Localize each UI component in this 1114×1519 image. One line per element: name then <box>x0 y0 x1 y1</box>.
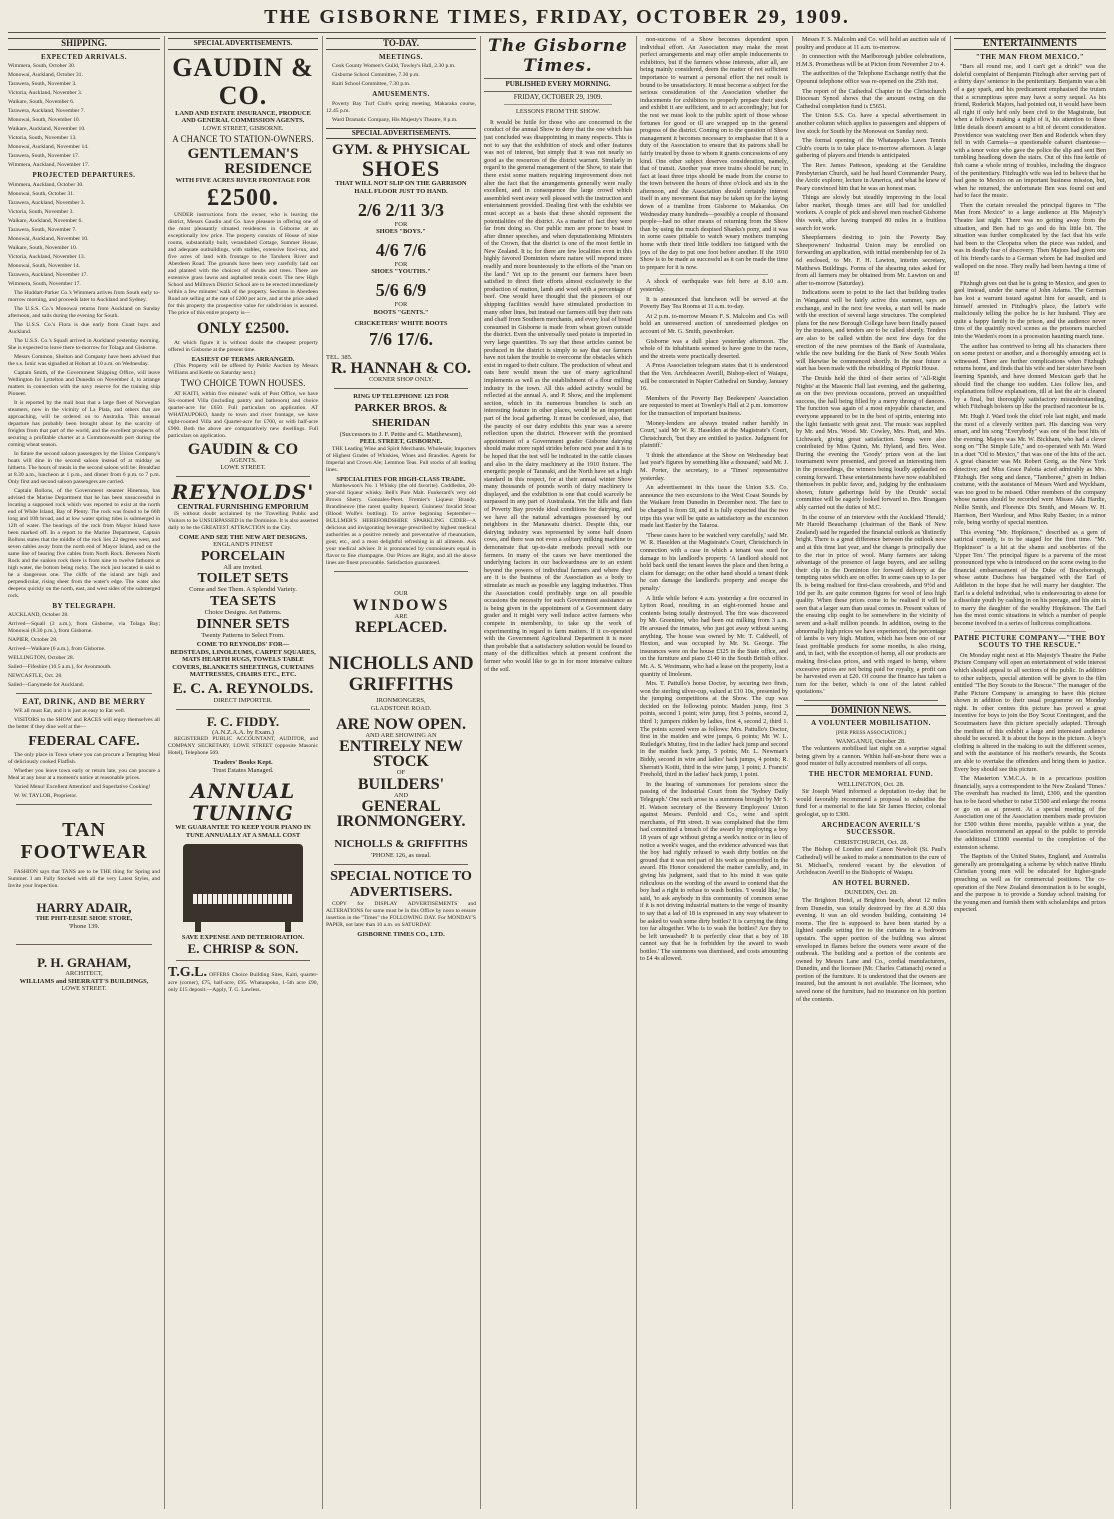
departure-item: Victoria, Auckland, November 13. <box>8 253 86 260</box>
graham-profession: ARCHITECT, <box>65 970 103 978</box>
dominion-news-heading: DOMINION NEWS. <box>796 705 946 717</box>
pathe-text <box>954 652 1106 914</box>
gaudin-agents: AGENTS. <box>229 456 257 464</box>
departure-item: Monowai, Auckland, November 10. <box>8 235 89 242</box>
divider <box>504 104 612 105</box>
dunedin-dateline: DUNEDIN, Oct. 28. <box>844 889 898 897</box>
parker-heading: PARKER BROS. & SHERIDAN <box>354 401 448 429</box>
news-paragraph: Messrs F. S. Malcolm and Co. will hold an auction sale of poultry and produce at 11 a.m. to-morrow. <box>796 36 946 51</box>
shipping-news <box>8 290 160 600</box>
column-news <box>640 36 788 1511</box>
special-ads-heading-2: SPECIAL ADVERTISEMENTS. <box>326 128 476 140</box>
town-houses-text: AT KAITI, within five minutes' walk of Post Office, we have Six-roomed Villa (including pantry and bathroom) and choice quarter-acre for £650. Full particulars on application. AT WHATAUPOKO, handy to town and river frontage, we have eight-roomed Villa and Quarter-acre for £700, or with half-acre £900. Both the above are comparatively new dwellings. Full particulars on application. <box>168 390 318 439</box>
telegraph-item: AUCKLAND, October 28. <box>8 612 69 619</box>
fiddy-credentials: (A.N.Z.A.A. by Exam.) <box>212 728 274 736</box>
shoes-heading: SHOES <box>361 156 441 182</box>
shipping-paragraph: In future the second saloon passengers by the Union Company's boats will dine in the second saloon instead of at midday as hitherto. The hours of meals in the second saloon will be: Breakfast at 8.30 a.m., luncheon at 1 p.m., and dinner from 6 p.m. to 7 p.m. Only first and second saloon passengers are carried. <box>8 450 160 485</box>
review-paragraph: Mr. Hugh J. Ward took the chief role last night, and made the most of a cleverly written part. His dancing was very smart, and his song "Everybody" was one of the best hits of the evening. Majors was Mr. W. Bickham, who had a clever song on "The Simple Life," and co-operated with Mr. Ward in a duet "Oil to Mexico," that was one of the hits of the act. A great character was Mr. Robert Greig, as the New York detective; and Miss Grace Palotta acted admirably as Mrs. Fitzhugh. Her song and dance, "Tamboree," given in Indian costume, with the assistance of Messrs Ward and Wyckham, was too good to be missed. Other members of the company whose names should be recorded were Misses Ada Hardie, Nellie Smith, and Florence Dix Smith, and Messrs W. H. Harrison, Bert Wardour, and Miss Ruby Baxter, in a minor role, being worthy of special mention. <box>954 412 1106 527</box>
review-paragraph: This evening "Mr. Hopkinson," described as a gem of satirical comedy, is to be staged for the first time. "Mr. Hopkinson" is a hit at the shams and snobberies of the 'Upper Ten.' The principal figure is a parvenu of the most pronounced type who is introduced on the scene owing to the financial embarrassment of the Duke of Braceborough, whose astute Duchess has bargained with the Earl of Addleton in the hope that he will marry her daughter. The Earl is a doleful individual, who is endeavouring to atone for a dissolute youth by cashing in on his peerage, and his aim is to marry the daughter of the wealthy Hopkinson. The Earl has the most comic situations in which a number of people become involved in a series of ludicrous complications. <box>954 528 1106 627</box>
divider <box>334 571 468 572</box>
earthquake-note: A shock of earthquake was felt here at 8.10 a.m. yesterday. <box>640 278 788 293</box>
news-paragraph: The Rev. James Patteson, speaking at the Geraldine Presbyterian Church, said he had heard Commander Peary, the Arctic explorer, lecture in America, and what he knew of Peary convinced him that he was an honest man. <box>796 161 946 192</box>
arrival-item: Tarawera, Auckland, November 7. <box>8 108 85 115</box>
and-text: AND <box>393 791 409 799</box>
direct-importer: DIRECT IMPORTER. <box>213 697 273 705</box>
departure-item: Tarawera, Auckland, November 17. <box>8 271 88 278</box>
gaudin-services: LAND AND ESTATE INSURANCE, PRODUCE AND GENERAL COMMISSION AGENTS. <box>175 109 311 125</box>
editorial-heading: LESSONS FROM THE SHOW. <box>515 108 601 116</box>
tea-sets-note: Choice Designs. Art Patterns. <box>204 608 282 616</box>
parker-address: PEEL STREET, GISBORNE. <box>359 438 443 446</box>
divider <box>660 274 768 275</box>
shipping-paragraph: Captain Bollons, of the Government steamer Hinemoa, has advised the Marine Department that he has been unsuccessful in locating a supposed rock which was reported to exist at the north end of White Island, Bay of Plenty. The rock was found to be 66ft long and 10ft broad, and at low water spring tides is submerged in 12ft of water. The bearings of the rock from Mayor Island have been marked off. In a report to the Marine Department, Captain Bollons states that the middle of the rock lies 22 degrees west, and seven cables away from the north end of Mayor Island, and on the same line of bearing five cables from North Rock. Between North Rock and the sunken rock there is from nine to twelve fathoms at high water, the bottom being rocky. The rock just located is said to be a dangerous one. The cliffs of the island are high and perpendicular, rising sheer from the water's edge. The water also deepens quickly on the north, east, and west sides of the submerged rock. <box>8 487 160 599</box>
departure-item: Monowai, South, November 14. <box>8 262 81 269</box>
of-text: OF <box>396 769 406 777</box>
column-rule <box>322 36 323 1509</box>
news-paragraph: Gisborne was a dull place yesterday afternoon. The whole of its inhabitants seemed to have gone to the races, and the streets were practically deserted. <box>640 337 788 360</box>
gaudin-street: LOWE STREET. <box>220 464 266 472</box>
news-paragraph: A Press Association telegram states that it is understood that the Ven. Archdeacon Averill, Bishop-elect of Waiapu, will be consecrated in Napier Cathedral on Sunday, January 16. <box>640 362 788 393</box>
departure-item: Monowai, South, October 31. <box>8 190 75 197</box>
pathe-heading: PATHE PICTURE COMPANY—"THE BOY SCOUTS TO THE RESCUE." <box>954 633 1106 650</box>
residence-heading: RESIDENCE <box>224 160 312 177</box>
divider <box>804 700 938 701</box>
shipping-paragraph: It is reported by the mail boat that a large fleet of Norwegian steamers, now in the vicinity of La Plata, and others that are approaching, will be ordered on to Australia. This unusual departure has probably been brought about by the scarcity of freights from that part of the world, and the excellent prospects of securing a profitable charter at a Commonwealth port during the coming wheat season. <box>8 399 160 448</box>
traders-books: Traders' Books Kept. <box>213 759 273 767</box>
divider <box>16 944 152 945</box>
arrival-item: Tarawera, South, November 17. <box>8 153 80 160</box>
cafe-ad-details <box>8 752 160 800</box>
column-special-ads <box>168 36 318 1511</box>
divider <box>176 709 310 710</box>
shipping-heading: SHIPPING. <box>8 38 160 50</box>
news-paragraph: The authorities of the Telephone Exchange notify that the Opounui telephone office was re-opened on the 25th inst. <box>796 70 946 85</box>
shoe-store-name: THE PHIT-EESIE SHOE STORE, <box>35 914 133 922</box>
only-price: ONLY £2500. <box>196 319 290 337</box>
tan-heading: TAN <box>62 818 106 841</box>
tea-sets-heading: TEA SETS <box>210 593 276 609</box>
news-paragraph: 'These cases have to be watched very carefully,' said Mr. W. R. Haselden at the Magistrate's Court, Christchurch in connection with a case in which a tenant was sued for damage to his landlord's property. 'A landlord should not hold back until the tenant leaves the place and then bring a claim for damage; on the other hand should a tenant think he can damage the landlord's property and escape the penalty.' <box>640 531 788 592</box>
entirely-new: ENTIRELY NEW <box>339 738 463 756</box>
for-label: FOR <box>394 300 408 308</box>
residence-description: UNDER instructions from the owner, who is leaving the district, Messrs Gaudin and Co. have pleasure in offering one of the most pleasantly situated residences in Gisborne at an exceptionally low price. The property consists of House of nine rooms, substantially built, verandahed Cottage, Summer House, and adequate outbuildings, with stables, extensive fowl-run, and five acres of land with frontage to the Taruheru River and Aberdeen Road. The grounds have been very carefully laid out and planted with the choicest of shrubs and trees. There are extensive grass lawns and asphalted tennis court. The new High School and Milltown District School are to be erected immediately within a few minutes' walk of the property. Sections in Aberdeen Road are selling at the rate of £200 per acre, and at the price asked for this property the prospective value for subdivision is assured. The price of this entire property is— <box>168 211 318 316</box>
arrival-item: Victoria, South, November 13. <box>8 135 77 142</box>
showing-text: AND ARE SHOWING AN <box>365 731 437 739</box>
column-local-news <box>796 36 946 1511</box>
divider <box>484 91 632 92</box>
editorial-text <box>484 119 632 673</box>
nicholls-heading: NICHOLLS AND GRIFFITHS <box>328 653 474 696</box>
news-paragraph: The report of the Cathedral Chapter in the Christchurch Diocesan Synod shows that the amount owing on the Cathedral completion fund is £5651. <box>796 87 946 110</box>
volunteer-text: The volunteers mobilised last night on a surprise signal being given by a cannon. Within half-an-hour there was a good muster of fully accoutred members of all corps. <box>796 745 946 768</box>
emporium-heading: CENTRAL FURNISHING EMPORIUM <box>177 501 309 511</box>
news-paragraph: An advertisement in this issue the Union S.S. Co. announce the two excursions to the West Coast Sounds by the Waikare from Dunedin in December next. The fare to be charged is from £8, and it is fully expected that the two trips this year will be quite as satisfactory as the excursion made last Easter by the Taiaroa. <box>640 484 788 530</box>
masthead-title: THE GISBORNE TIMES, FRIDAY, OCTOBER 29, 1909. <box>264 5 850 28</box>
divider <box>974 631 1086 632</box>
arrival-item: Wimmera, Auckland, November 17. <box>8 162 90 169</box>
news-paragraph: 'Money-lenders are always treated rather harshly in Court,' said Mr W. R. Haselden at the Magistrate's Court, Christchurch, 'but they are entitled to justice. Judgment for plaintiff.' <box>640 419 788 450</box>
news-paragraph: Sheepfarmers desiring to join the Poverty Bay Sheepowners' Industrial Union may be enrolled on forwarding an application, with initial membership fee of 2s 6d enclosed, to Mr. F. H. Lawton, interim secretary, Matthews Buildings. Forms of the shearing rates asked for from all farmers may be obtained from Mr. Lawton on and after to-morrow (Saturday). <box>796 234 946 287</box>
local-paragraphs <box>796 36 946 696</box>
gaudin-heading: GAUDIN & CO. <box>172 52 314 110</box>
review-paragraph: Then the curtain revealed the principal figures in "The Man from Mexico" to a large audience at His Majesty's Theatre last night. There was no getting away from the situation, and Ben had to go and do his little bit. The situation was further complicated by the fact that his wife had been to the Cleopatra when the piece was raided, and was in deadly fear of discovery. Then Majors had given one of his friend's cards to a German whom he had insulted and walloped on the nose. They really had been having a time of it! <box>954 201 1106 278</box>
gaudin-footer: GAUDIN & CO <box>187 440 299 458</box>
meeting-item: Cook County Women's Guild, Towley's Hall, 2.30 p.m. <box>332 63 456 70</box>
stock-text: STOCK <box>373 753 429 771</box>
ironmongery-text: IRONMONGERY. <box>336 813 466 831</box>
nicholls-phone: 'PHONE 126, as usual. <box>371 852 431 860</box>
divider <box>16 804 152 805</box>
meetings-list <box>326 63 476 88</box>
tuning-heading: TUNING <box>192 801 294 826</box>
departure-item: Victoria, South, November 3. <box>8 208 74 215</box>
cafe-paragraph: VISITORS to the SHOW and RACES will enjoy themselves all the better if they dine well at the— <box>8 716 160 730</box>
entertainments-heading: ENTERTAINMENTS <box>954 38 1106 50</box>
fiddy-text: REGISTERED PUBLIC ACCOUNTANT, AUDITOR, and COMPANY SECRETARY, LOWE STREET (opposite Masonic Hotel), Telephone 569. <box>168 736 318 757</box>
graham-street: LOWE STREET. <box>61 985 107 993</box>
reynolds-heading: REYNOLDS' <box>171 479 315 504</box>
builders-text: BUILDERS' <box>357 775 445 793</box>
tgl-text: OFFERS Choice Building Sites, Kaiti, quarter-acre (corner), £75, half-acre, £95. Whataupoko, 1-5th acre £90, only £15 deposit.—Apply, T. G. Lawless. <box>168 972 318 994</box>
price-youths: 4/6 7/6 <box>375 239 427 260</box>
cafe-paragraph: WE all must Eat, and it is just as easy to Eat well. <box>14 707 126 714</box>
art-designs-heading: COME AND SEE THE NEW ART DESIGNS. <box>178 533 308 541</box>
meetings-heading: MEETINGS. <box>379 52 423 61</box>
departure-item: Waikare, South, November 10. <box>8 244 78 251</box>
telegraph-heading: BY TELEGRAPH. <box>52 601 116 610</box>
news-paragraph: Mrs. T. Pattullo's horse Doctor, by securing two firsts, won the sterling silver-cup, valued at £10 10s, presented by the jumping competitions at the Show. The cup was decided on the following points: Maiden jump, first 3 points, second 1 point; wire jump, first 3 points, second 2, third 1; jumpers ridden by ladies, first 4, second 2, third 1. The points scored were as follows: Mrs. Pattullo's Doctor, first in the maiden and wire jumps, 6 points; Mr. W. L. Rutledge's Mutiny, first in the ladies' hack jump and second in the maiden hack jump, 5 points; Mr. L. Newman's Biddy, second in wire and ladies' hack jumps, 4 points; R. Sherratt's Kotiti, third in the wire jump, 1 point; J. Francis' Freehold, third in the ladies' hack jump, 1 point. <box>640 680 788 779</box>
divider <box>334 864 468 865</box>
specialities-heading: SPECIALITIES FOR HIGH-CLASS TRADE. <box>336 475 466 483</box>
divider <box>334 388 468 389</box>
auction-note: (This Property will be offered by Public Auction by Messrs Williams and Kettle on Saturday next.) <box>168 363 318 377</box>
news-paragraph: In connection with the Marlborough jubilee celebrations, H.M.S. Prometheus will be at Picton from November 2 to 4. <box>796 53 946 68</box>
arrival-item: Tarawera, South, November 3. <box>8 81 77 88</box>
news-paragraph: Things are slowly but steadily improving in the local labor market, though times are still bad for unskilled workers. A couple of pick and shovel men reached Gisborne this week, after having tramped 80 miles in a fruitless search for work. <box>796 194 946 232</box>
amusements-list <box>326 101 476 124</box>
residence-price: £2500. <box>207 184 279 211</box>
column-rule <box>480 36 481 1509</box>
toilet-sets-heading: TOILET SETS <box>197 571 289 587</box>
save-expense: SAVE EXPENSE AND DETERIORATION. <box>181 933 305 941</box>
arrival-item: Monowai, Auckland, October 31. <box>8 72 83 79</box>
terms-heading: EASIEST OF TERMS ARRANGED. <box>191 355 295 363</box>
chrisp-name: E. CHRISP & SON. <box>187 941 299 957</box>
local-news <box>640 296 788 963</box>
price-boys: 2/6 2/11 3/3 <box>357 199 444 220</box>
hotel-heading: AN HOTEL BURNED. <box>832 878 910 887</box>
column-rule <box>636 36 637 1509</box>
shipping-paragraph: The U.S.S. Co.'s Squall arrived in Auckland yesterday morning. She is expected to leave there to-morrow for Tolaga and Gisborne. <box>8 337 160 351</box>
tuning-text: WE GUARANTEE TO KEEP YOUR PIANO IN TUNE ANNUALLY AT A SMALL COST <box>175 824 311 840</box>
man-from-mexico-heading: "THE MAN FROM MEXICO." <box>975 52 1085 61</box>
column-entertainments <box>954 36 1106 1511</box>
telegraph-item: Arrived—Squall (3 a.m.), from Gisborne, via Tolaga Bay; Monowai (8.30 p.m.), from Gisborne. <box>8 621 160 635</box>
masthead-rule <box>8 32 1106 33</box>
divider <box>16 693 152 694</box>
windows-text: WINDOWS <box>352 596 450 614</box>
nicholls-footer: NICHOLLS & GRIFFITHS <box>334 838 468 851</box>
hannah-telephone: TEL. 385. <box>326 353 353 361</box>
parker-text: THE Leading Wine and Spirit Merchants. Wholesale; Importers of Highest Grades of Whiskies, Wines and Brandies. Agents for Imperial and Crown Ale; Lemmon Teas. Full stocks of all leading lines. <box>326 445 476 473</box>
porcelain-heading: PORCELAIN <box>200 548 285 564</box>
review-paragraph: Fitzhugh gives out that he is going to Mexico, and goes to gaol instead, under the name of John Adams. The German has lost a warrant issued against him for assault, and is himself arrested in Fitzhugh's place, the latter's wife maliciously telling the police he is her husband. They are quite a happy family in the prison, and the audience never tires of the quaintly novel scenes as the prisoners marched into the Warden's room in a procession haunting march tune. <box>954 279 1106 340</box>
reynolds-text: IS without doubt acclaimed by the Travelling Public and Visitors to be UNSURPASSED in the Dominion. It is also asserted daily to be the GREATEST ATTRACTION in the City. <box>168 510 318 531</box>
piano-illustration <box>183 844 303 922</box>
averill-text: The Bishop of London and Canon Newbolt (St. Paul's Cathedral) will be asked to make a nomination to the cure of St. Michael's, rendered vacant by the elevation of Archdeacon Averill to the Bishopric of Waiapu. <box>796 846 946 877</box>
gisborne-times-co: GISBORNE TIMES CO., LTD. <box>357 931 445 939</box>
shipping-paragraph: The U.S.S. Co.'s Monowai returns from Auckland on Sunday afternoon, and sails during the evening for South. <box>8 305 160 319</box>
gym-heading: GYM. & PHYSICAL <box>332 142 470 159</box>
gym-text: THAT WILL NOT SLIP ON THE GARRISON HALL FLOOR JUST TO HAND. <box>335 180 467 195</box>
wellington-dateline: WELLINGTON, Oct. 28. <box>837 780 905 788</box>
dinner-sets-note: Twenty Patterns to Select From. <box>201 631 285 639</box>
hector-heading: THE HECTOR MEMORIAL FUND. <box>808 770 934 779</box>
news-paragraph: The formal opening of the Whataupoko Lawn Tennis Club's courts is to take place to-morrow afternoon. A large gathering of players and friends is anticipated. <box>796 137 946 160</box>
price-gents: 5/6 6/9 <box>375 279 427 300</box>
hannah-name: R. HANNAH & CO. <box>331 360 471 378</box>
departure-item: Wimmera, South, November 17. <box>8 280 81 287</box>
today-heading: TO-DAY. <box>326 38 476 50</box>
graham-name: P. H. GRAHAM, <box>37 955 131 971</box>
averill-heading: ARCHDEACON AVERILL'S SUCCESSOR. <box>821 820 921 837</box>
telegraph-list <box>8 612 160 689</box>
editorial-paragraph: non-success of a Show becomes dependent upon individual effort. An Association may make the most perfect arrangements and may offer ample inducements to exhibitors, but if the farmers whose interests, after all, are being mainly considered, deem the matter of not sufficient importance to warrant a personal effort the net result is bound to be unsatisfactory. It must become a subject for the serious consideration of the Association whether the inducements for exhibitors to properly prepare their stock and exhibit it are sufficient, and to act accordingly; but for the rest we must look to the public spirit of those whose fortunes for good or ill are wrapped up in the general progress of the district. Coming on to the question of Show management it becomes necessary to emphasise that it is a duty of the Association to ensure that its patrons shall be fairly treated by those to whom it grants concessions of any kind. One other subject deserves consideration, namely, that of transit. Another year more trains should be run; in fact at least three trips should be made from the course to the town between the hours of three o'clock and six in the afternoon, and the Association should certainly interest itself in any movement that may be taken up for the laying down of a tramline from Gisborne to Makaraka. On Wednesday many hundreds—possibly a couple of thousand people—had no other means of returning from the Show than by using the much despised Shanks's pony, and it was in some cases pitiable to watch weary mothers tramping home with their tired little toddlers too fatigued with the joys of the day to put one foot before another. If the 1910 Show is to be made as successful as it can be made the time to prepare for it is now. <box>640 36 788 271</box>
column-today <box>326 36 476 1511</box>
general-text: GENERAL <box>361 798 441 816</box>
price-note: At which figure it is without doubt the cheapest property offered in Gisborne at the present time. <box>168 339 318 353</box>
divider <box>176 960 310 961</box>
come-to-reynolds: COME TO REYNOLDS' FOR— <box>196 641 290 649</box>
amusement-item: Ward Dramatic Company, His Majesty's Theatre, 8 p.m. <box>332 116 458 123</box>
news-paragraph: Members of the Poverty Bay Beekeepers' Association are requested to meet at Townley's Hall at 2 p.m. tomorrow for the transaction of important business. <box>640 394 788 417</box>
footwear-heading: FOOTWEAR <box>20 840 148 863</box>
cricketers-label: CRICKETERS' WHITE BOOTS <box>354 320 448 328</box>
telegraph-item: NAPIER, October 28. <box>8 637 58 644</box>
editorial-paragraph: It would be futile for those who are concerned in the conduct of the annual Show to deny that the one which has just concluded was disappointing in many respects. This is not to say that the exhibition of stock and other features was not of interest, but simply that it was not nearly so good as the resources of the district warrant. Similarly in regard to the general management of the Show, to state that there exist some matters requiring improvement does not alter the fact that the arrangements generally were really excellent, and in consequence the large crowd which assembled went away well pleased with the instruction and entertainment provided. Dealing first with the exhibits we must accept as a basis that these should represent the potentialities of the district. As a matter of fact they were far from doing so. Our public men are prone to boast in after dinner speeches, and when deputationising Ministers of the Crown, that the district is one of the most fertile in New Zealand. It is; for there are few localities even in this highly favored Dominion where nature will respond more readily and more bounteously to the efforts of the "man on the land." Yet up to the present our farmers have been satisfied to direct their efforts almost exclusively to the production of mutton, lamb and wool with a percentage of beef. One would have thought that the pioneers of our shipping facilities would have stimulated production in many other lines, but instead our farmers still buy their oats and chaff from Southern merchants, and every loaf of bread consumed in Gisborne is made from wheat grown outside the district. Even the universally used potato is imported in very large quantities. To say that these articles cannot be produced in the district is simply to say that our farmers have not taken the trouble to overcome the obstacles which exist in regard to their culture. The production of wheat and oats here would mean the use of many agricultural implements as well as the establishment of a flour milling industry in the town. All this added activity would be reflected at the annual A. and P. Show, and the implement section, which in its numerous branches is such an interesting feature in other places, would be an important part of the local gathering. It must be confessed, also, that the paucity of our dairy exhibits this year was a severe reflection upon the district. However with the promised appointment of a Government grader Gisborne dairying should make more rapid strides before next year and it is to be hoped that the test will be indicated in the cattle classes and also in the dairy machinery at the 1910 fixture. The energetic people of Taranaki, and the North have set a high standard in this respect, for at their annual winter Show many thousands of pounds worth of dairy machinery is displayed, and the exhibition is one that could scarcely be surpassed in any part of Australasia. Yet the hills and flats of Poverty Bay provide ideal conditions for dairying, and we have all the natural advantages possessed by our neighbors in the Manawatu district. Despite this, our dairying industry was represented by some half dozen cows, and there was not even a solitary milking machine to demonstrate that up-to-date methods prevail with our farmers. In many of the cases we have mentioned the underlying factors in our backwardness are to an extent beyond the powers of individual farmers and where they are it is the business of the Association as a body to stimulate as much as possible any lagging industries. Thus the Association could profitably urge on all possible occasions the necessity for such Government assistance as is being given in the appointment of a Government dairy grader and it might very well induce active farmers who compete in membership, to take up the work of experimenting in regard to farm matters. If it co-operated with the Government Agricultural Department it is more than probable that a satisfactory solution would be found to many of the difficulties which at present confront the farmer who would like to go in for more intensive culture of the soil. <box>484 118 632 673</box>
news-paragraph: 'I think the attendance at the Show on Wednesday beat last year's figures by something like a thousand,' said Mr. J. M. Porter, the secretary, to a 'Times' representative yesterday. <box>640 451 788 482</box>
cafe-heading: EAT, DRINK, AND BE MERRY <box>22 697 146 707</box>
news-paragraph: It is announced that luncheon will be served at the Poverty Bay Tea Rooms at 11 a.m. to-day. <box>640 295 788 311</box>
column-rule <box>792 36 793 1509</box>
tan-ad-text: FASHION says that TANS are to be THE thing for Spring and Summer. I am Fully Stocked with all the very Latest Styles, and Invite your Inspection. <box>8 868 160 889</box>
telegraph-item: WELLINGTON, October 28. <box>8 655 75 662</box>
column-rule <box>950 36 951 1509</box>
frontage-text: WITH FIVE ACRES RIVER FRONTAGE FOR <box>175 176 311 184</box>
youths-label: SHOES "YOUTHS." <box>371 268 431 276</box>
departure-item: Tarawera, South, November 7. <box>8 226 77 233</box>
for-label: FOR <box>394 260 408 268</box>
ironmongers: IRONMONGERS, <box>376 697 426 705</box>
editorial-continued <box>640 36 788 271</box>
cafe-paragraph: Varied Menu! Excellent Attention! and Superlative Cooking! <box>14 783 151 790</box>
review-paragraph: "Bars all round me, and I can't get a drink!" was the doleful complaint of Benjamin Fitzhugh after serving part of a thirty days' sentence in the penitentiary. Benjamin was a bit of a gay spark, and his predicament emphasised the truism that a scrumptious spree may have a sorry sequel. As his friend, Roderick Majors, had pointed out, it would have been all right if only he'd only been civil to the Magistrate, but when a fellow's making a night of it, his attention to these little details doesn't amount to a bit of decent consideration. Providence was watching over Ben and Roderick when they fell in with Carmela—a questionable cabaret chanteuse—with a tenor voice who gave the police the slip and sent Ben tumbling headlong down the stairs. Out of this fine kettle of fish came a whole string of troubles, including the disgrace of the penitentiary. Fitzhugh's wife was led to believe that he had gone to Mexico on an important business mission, but, when he returned, the unfortunate Ben was found out and had to face the music. <box>954 63 1106 200</box>
masthead <box>0 4 1114 30</box>
hotel-text: The Brighton Hotel, at Brighton beach, about 12 miles from Dunedin, was totally destroyed by fire at 8.30 this evening. It was an old wooden building, containing 14 rooms. The fire is supposed to have been started by a lighted candle setting fire to the curtains in a bedroom upstairs. The upper portion of the building was almost enveloped in flames before the owners were aware of the outbreak. The building and a portion of the contents are owned by Messrs Lane and Co., cordial manufacturers, Dunedin, and the licensee (Mr. Charles Cattanach) owned a portion of the furniture. It is understood that the owners are insured, but the amount is not available. The licensee, who saved none of the furniture, had no insurance on his portion of the contents. <box>796 896 946 1003</box>
review-paragraph: The author has contrived to bring all his characters there on some pretext or another, and a thoroughly amusing act is witnessed. There are further complications when Fitzhugh returns home, and finds that his wife and her sister have been learning Spanish, and have donned Mexican garb that he should find the change too sudden. Lies follow lies, and explanations follow explanations, till at last the air is cleared by a final, but thoroughly satisfactory misunderstanding, which Fitzhugh bolsters up like the practised raconteur he is. <box>954 342 1106 411</box>
telegraph-item: Sailed—Fifeshire (10.5 a.m.), for Avonmouth. <box>8 664 112 671</box>
news-paragraph: The Union S.S. Co. have a special advertisement in another column which applies to passengers and shippers of live stock for South by the Monowai on Sunday next. <box>796 112 946 135</box>
pathe-paragraph: On Monday night next at His Majesty's Theatre the Pathe Picture Company will open an entertainment of wide interest which should appeal to all sections of the public. In addition to other subjects, special attention will be given to the film entitled "The Boy Scouts to the Rescue." The manager of the Pathe Picture Company is arranging to have this picture shown in addition to their usual programme on Monday night. In other centres this picture has proved a great incentive for boys to join the Boy Scout Contingent, and the Scoutmasters have this picture specially adapted. Through the medium of this exhibit a large and interested audience should be secured. It is about the boys in the picture. A boy's clothing is altered in the making to suit the different scenes, and with the assistance of his mother's rewards, the Scouts are able to overtake the offenders and bring them to justice. Every boy should see this picture. <box>954 651 1106 773</box>
column-rule <box>164 36 165 1509</box>
news-paragraph: A little while before 4 a.m. yesterday a fire occurred in Lytton Road, resulting in an eight-roomed house and contents being totally destroyed. The fire was discovered by Mr. Greentree, who had been out milking from 3 a.m. He aroused the inmates, who just got away without saving anything. The house was owned by Mr. T. Caldwell, of Hexton, and was occupied by Mr. St. George. The insurances were on the house £325 in the State office, and on the furniture and piano £140 in the South British office. Mr. A. S. Westmann, who had a lease on the property, lost a quantity of linoleum. <box>640 594 788 678</box>
cafe-paragraph: Whether you leave town early or return late, you can procure a Meal at any hour at a moment's notice at reasonable prices. <box>8 767 160 781</box>
special-notice-heading: SPECIAL NOTICE TO ADVERTISERS. <box>330 869 472 901</box>
arrival-item: Waikare, South, November 6. <box>8 99 75 106</box>
dinner-sets-heading: DINNER SETS <box>196 616 290 632</box>
furnishing-list: BEDSTEADS, LINOLEUMS, CARPET SQUARES, MATS HEARTH RUGS, TOWELS TABLE COVERS, BLANKETS SHEETINGS, CURTAINS MATTRESSES, CHAIRS ETC., ETC. <box>170 648 316 679</box>
eca-reynolds: E. C. A. REYNOLDS. <box>172 681 314 698</box>
arrival-item: Monowai, South, November 10. <box>8 117 81 124</box>
pathe-paragraph: The Masterton Y.M.C.A. is in a precarious position financially, says a correspondent to the New Zealand 'Times.' The overdraft has reached its limit, £300, and the question has to be faced whether to raise £1500 and enlarge the rooms or go on as at present. At a special meeting of the Association one of the Association members made provision for £500 within three months, payable within a year, the Association recommend an appeal to the public to provide the additional £1000 essential to the completion of the extension scheme. <box>954 775 1106 851</box>
cafe-name: FEDERAL CAFE. <box>28 733 140 749</box>
arrival-item: Wimmera, South, October 30. <box>8 63 76 70</box>
news-paragraph: The Druids held the third of their series of 'All-Right Nights' at the Masonic Hall last evening, and the gathering, as on the two previous occasions, proved an unqualified success, the hall being filled by a merry throng of dancers. The function was again of a most enjoyable character, and everyone appeared to be in the best of spirits, entering into the light fantastic with great zest. The music was supplied by Mr. and Mrs. Wood. Mr. Cowley, Mrs. Pratt, and Mrs. Lichtwark, giving great satisfaction. Songs were also contributed by Miss Quinn, Mr. Hyland, and Bro. West. During the evening the 'Goody' prizes won at the last tournament were presented, and proved an interesting item in the proceedings, the winners being loudly applauded on coming forward. These entertainments have now established themselves in public favor, and, judging by the enthusiasm shown, future gatherings held by the Druids' social committee will be eagerly looked forward to. Bro. Brangam ably carried out the duties of M.C. <box>796 374 946 512</box>
toilet-sets-note: Come and See Them. A Splendid Variety. <box>189 586 297 594</box>
news-paragraph: At 2 p.m. to-morrow Messrs F. S. Malcolm and Co. will hold an unreserved auction of unredeemed pledges on account of Mr. G. Smith, pawnbroker. <box>640 312 788 335</box>
departure-item: Wimmera, Auckland, October 30. <box>8 181 84 188</box>
replaced-text: REPLACED. <box>354 619 447 637</box>
parker-successors: (Successors to J. F. Pettie and G. Matthewson), <box>339 430 463 438</box>
gladstone-road: GLADSTONE ROAD. <box>370 705 432 713</box>
column-editorial <box>484 36 632 1511</box>
divider <box>484 78 632 79</box>
boys-label: SHOES "BOYS." <box>376 228 426 236</box>
ring-up-text: RING UP TELEPHONE 123 FOR <box>353 392 449 400</box>
are-now-open: ARE NOW OPEN. <box>336 715 466 733</box>
editorial-date: FRIDAY, OCTOBER 29, 1909. <box>513 92 603 101</box>
cafe-paragraph: W. W. TAYLOR, Proprietor. <box>14 792 78 799</box>
special-notice-text: COPY for DISPLAY ADVERTISEMENTS and ALTERATIONS for same must be in this Office by noon to ensure insertion in the "Times" the FOLLOWING DAY. For MONDAY'S PAPER, not later than 10 a.m. on SATURDAY. <box>326 901 476 929</box>
specialities-text: Matthewson's No. 1 Whisky (the old favorite). Coddledon, 20-year-old liqueur whisky. Bell's Pure Malt. Funkerard's very old Brown Sherry. Gonzales-Peret. Fremier's Liqueur Brandy. Brandineuve (the rarest quality liqueur). Guinness' Invalid Stout (Blood Wolfe's bottling). To arrive beginning September—BULLMER'S HEREFORDSHIRE SPARKLING CIDER—A delicious and invigorating beverage prescribed by highest medical authorities as a positive remedy and preventative of rheumatism, gout, etc., and a most delightful refreshing in all ailments. Ask your medical adviser. It is pronounced by connoisseurs equal in flavor to fine champagne. Our Prices are Right, and all the above lines are finest procurable. Satisfaction guaranteed. <box>326 483 476 567</box>
press-association: [PER PRESS ASSOCIATION.] <box>836 730 906 737</box>
telegraph-item: Arrived—Waikare (6 a.m.), from Gisborne. <box>8 646 106 653</box>
englands-finest: ENGLAND'S FINEST <box>213 541 273 549</box>
pathe-paragraph: The Baptists of the United States, England, and Australia generally are promulgating a scheme by which native Hindu Christian young men will be educated for higher-grade preaching as well as for commercial positions. The co-operation of the New Zealand denomination is to be sought, and the purpose is to provide a Sunday school training for the young men and furnish them with scholarships and prizes expected. <box>954 853 1106 914</box>
gentlemans-heading: GENTLEMAN'S <box>187 145 299 162</box>
arrival-item: Victoria, Auckland, November 3. <box>8 90 83 97</box>
our-text: OUR <box>394 590 408 598</box>
wanganui-dateline: WANGANUI, October 28. <box>836 737 906 745</box>
trust-estates: Trust Estates Managed. <box>212 766 274 774</box>
paper-title: The Gisborne Times. <box>488 36 628 76</box>
for-label: FOR <box>394 220 408 228</box>
arrival-item: Waikare, Auckland, November 10. <box>8 126 86 133</box>
amusements-heading: AMUSEMENTS. <box>372 90 430 99</box>
news-paragraph: In the hearing of summonses for pensions since the passing of the Industrial Court from the 'Sydney Daily Telegraph.' One such arose in a summons brought by Mr S. H. Watson secretary of the Brewery Employees' Union against Messrs. Penfold and Co., wine and spirit merchants, of Pitt street. It was complained that the firm had committed a breach of the award by employing a boy 18 years of age without giving a week's notice or in lieu of notice a week's wages, and the evidence advanced was that the boy had rightly refused to wash dirty bottles on the ground that it was not part of his work as prescribed in the award. His Honor considered the matter carefully, and, in giving his judgment, said that to his mind it was quite ridiculous on the wording of the award to contend that the boy had a right to refuse to wash bottles. 'I would like,' he said, 'to ask anybody in this community of common sense if it is not driving industrial matters to the verge of insanity to say that a lad of 18 is expressed in any way whatever to be asked to wash some dirty bottles? It is carrying the thing too far altogether. Who is to wash the bottles? Are they to be left unwashed? It is perfectly clear that a boy of 18 cannot say that he is forbidden by the award to wash bottles.' The summons was dismissed, and costs amounting to £4 4s allowed. <box>640 780 788 963</box>
special-ads-heading: SPECIAL ADVERTISEMENTS. <box>168 38 318 50</box>
annual-heading: ANNUAL <box>190 779 296 804</box>
gents-label: BOOTS "GENTS." <box>373 308 429 316</box>
published-every-morning: PUBLISHED EVERY MORNING. <box>505 80 611 88</box>
divider <box>176 476 310 477</box>
departure-item: Waikare, Auckland, November 6. <box>8 217 83 224</box>
porcelain-note: All are invited. <box>223 563 263 571</box>
hector-text: Sir Joseph Ward informed a deputation to-day that he would favorably recommend a proposal to subsidise the fund for a memorial to the late Sir James Hector, colonial geologist, up to £300. <box>796 788 946 818</box>
arrival-item: Monowai, Auckland, November 14. <box>8 144 89 151</box>
cafe-ad-text <box>8 708 160 731</box>
shipping-paragraph: The Huddart-Parker Co.'s Wimmera arrives from South early to-morrow morning, and proceeds later to Auckland and Sydney. <box>8 289 160 303</box>
cafe-paragraph: The only place in Town where you can procure a Tempting Meal of deliciously cooked Flatfish. <box>8 751 160 765</box>
tgl-heading: T.G.L. <box>168 965 208 981</box>
volunteer-heading: A VOLUNTEER MOBILISATION. <box>811 719 931 728</box>
fiddy-name: F. C. FIDDY. <box>206 713 280 729</box>
shoe-store-phone: 'Phone 139. <box>68 922 100 930</box>
shipping-paragraph: The U.S.S. Co.'s Flora is due early from Coast bays and Auckland. <box>8 321 160 335</box>
corner-shop: CORNER SHOP ONLY. <box>368 376 434 384</box>
chance-heading: A CHANCE TO STATION-OWNERS. <box>172 134 314 145</box>
price-cricket: 7/6 17/6. <box>368 328 433 349</box>
gaudin-address: LOWE STREET, GISBORNE. <box>202 124 284 132</box>
telegraph-item: Sailed—Ganymede for Auckland. <box>8 682 84 689</box>
are-text: ARE <box>394 612 408 620</box>
review-text <box>954 63 1106 627</box>
expected-arrivals-list <box>8 63 160 169</box>
town-houses-heading: TWO CHOICE TOWN HOUSES. <box>180 378 306 389</box>
shipping-paragraph: Messrs Common, Shelton and Company have been advised that the s.s. Ionic was signalled at Hobart at 10 a.m. on Wednesday. <box>8 353 160 367</box>
expected-arrivals-heading: EXPECTED ARRIVALS. <box>41 52 127 61</box>
graham-address: WILLIAMS and SHERRATT'S BUILDINGS, <box>19 977 149 985</box>
telegraph-item: NEWCASTLE, Oct. 28. <box>8 673 63 680</box>
amusement-item: Poverty Bay Turf Club's spring meeting, Makaraka course, 12.45 p.m. <box>326 100 476 114</box>
column-shipping <box>8 36 160 1511</box>
news-paragraph: Indications seem to point to the fact that building trades in Wanganui will be fairly active this summer, says an exchange, and in the next few weeks, a start will be made with the erection of several large structures. The completed plans for the new Borough College have been finally passed by the trustees, and tenders are to be called shortly. Tenders are also to be called within the next few days for the erection of the new premises of the Bank of Australasia, while the new building for the Bank of New South Wales will likewise be commenced shortly. In the near future a start has been made with the rebuilding of Pipiriki House. <box>796 289 946 373</box>
news-paragraph: In the course of an interview with the Auckland 'Herald,' Mr Harold Beauchamp (chairman of the Bank of New Zealand) said he regarded the financial outlook as 'distinctly bright. There is a great difference between the outlook now and at this time last year, and the change is principally due to the rise in price of wool. Many farmers are taking advantage of the presence of large buyers, and are selling their clip in the Dominion for forward delivery at the tempting rates which are on offer. In some cases up to 1s per lb. is being realised for first-class crossbreds, and 9½d and 10d per lb. are quite common figures for wool of less high quality. When these prices come to be realised it will be seen that a larger sum than usual comes in. Present values of the ensuing clip ought to be somewhere in the vicinity of seven and a-half million pounds. In addition, owing to the abnormally high prices we have experienced, the percentage of lambs is very high. Mutton, which has been one of our least profitable products for some months, is also rising, and, in fact, with the exception of hemp, all our products are making first-class prices, and with regard to hemp, where excessive prices are not being paid for royalty, a profit can be harvested even at £20. Of course the finance has taken a turn for the better, which is one of the latest cabled quotations.' <box>796 513 946 696</box>
departure-item: Tarawera, Auckland, November 3. <box>8 199 85 206</box>
projected-departures-heading: PROJECTED DEPARTURES. <box>32 171 136 180</box>
christchurch-dateline: CHRISTCHURCH, Oct. 28. <box>833 838 909 846</box>
projected-departures-list <box>8 182 160 288</box>
shipping-paragraph: Captain Smith, of the Government Shipping Office, will leave Wellington for Lyttelton and Dunedin on November 4, to arrange matters in connection with the navy reserve for the training ship Pioneer. <box>8 369 160 397</box>
harry-adair-name: HARRY ADAIR, <box>36 899 132 915</box>
meeting-item: Kaiti School Committee, 7.30 p.m. <box>332 81 411 88</box>
meeting-item: Gisborne School Committee, 7.30 p.m. <box>332 72 420 79</box>
